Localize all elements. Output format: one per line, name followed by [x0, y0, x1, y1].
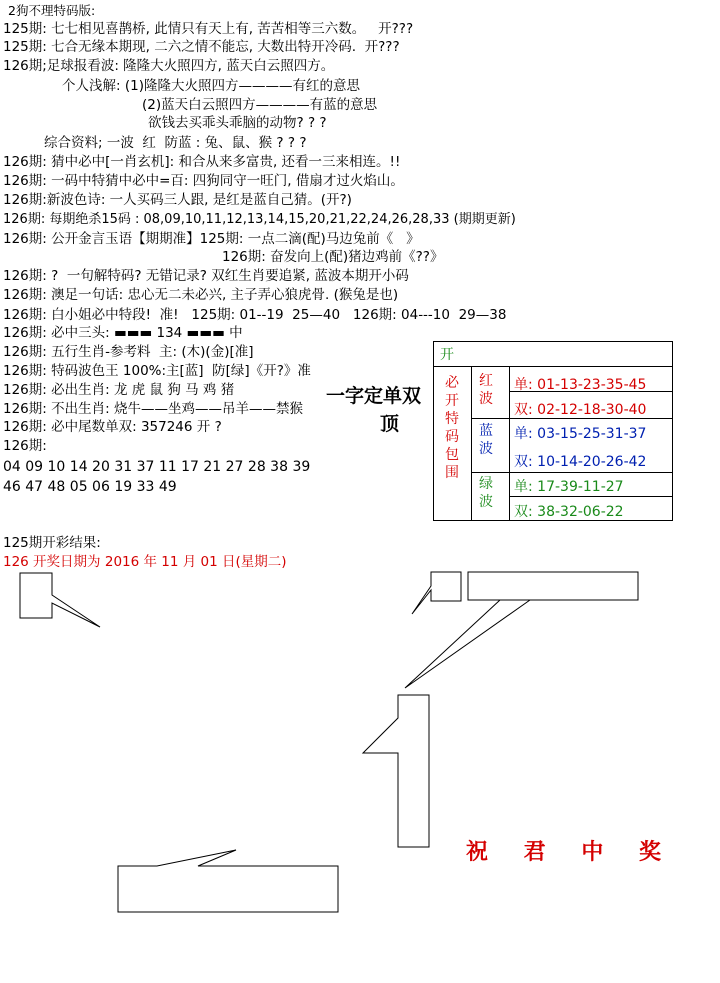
text-line: 综合资料; 一波 红 防蓝 : 兔、鼠、猴 ? ? ?: [44, 135, 307, 151]
green-double: 双: 38-32-06-22: [514, 504, 624, 520]
green-single: 单: 17-39-11-27: [514, 479, 624, 495]
text-line: (2)蓝天白云照四方————有蓝的意思: [142, 97, 378, 113]
blue-double: 双: 10-14-20-26-42: [514, 454, 647, 470]
text-line: 126期: 白小姐必中特段! 准! 125期: 01--19 25—40 126期: 04---10 29—38: [3, 307, 507, 323]
text-line: 125期: 七七相见喜鹊桥, 此情只有天上有, 苦苦相等三六数。 开???: [3, 21, 414, 37]
callout-arrow: [405, 600, 530, 688]
blue-single: 单: 03-15-25-31-37: [514, 426, 647, 442]
wave-name-blue: 蓝波: [479, 423, 493, 457]
page-title: 2狗不理特码版:: [8, 3, 96, 18]
text-line: 126期: 公开金言玉语【期期准】125期: 一点二滴(配)马边兔前《 》: [3, 231, 420, 247]
text-line: 126期: ? 一句解特码? 无错记录? 双红生肖要追紧, 蓝波本期开小码: [3, 268, 409, 284]
text-line: 126期:: [3, 438, 47, 454]
callout-shape-small: [412, 572, 461, 614]
callout-box-bottom: [118, 850, 338, 912]
number-one-shape: [363, 695, 429, 847]
result-heading: 125期开彩结果:: [3, 535, 101, 551]
text-line: 126期: 一码中特猜中必中=百: 四狗同守一旺门, 借扇才过火焰山。: [3, 173, 404, 189]
text-line: 126期: 猜中必中[一肖玄机]: 和合从来多富贵, 还看一三来相连。!!: [3, 154, 401, 170]
text-line: 126期: 奋发向上(配)猪边鸡前《??》: [222, 249, 444, 265]
text-line: 126期:新波色诗: 一人买码三人跟, 是红是蓝自己猜。(开?): [3, 192, 352, 208]
box-side-label: 必开特码包围: [445, 375, 459, 481]
text-line: 126期: 必出生肖: 龙 虎 鼠 狗 马 鸡 猪: [3, 382, 235, 398]
text-line: 126期: 每期绝杀15码 : 08,09,10,11,12,13,14,15,20,21,22,24,26,28,33 (期期更新): [3, 212, 516, 227]
box-title: 开: [440, 347, 454, 363]
wave-name-green: 绿波: [479, 476, 493, 510]
text-line: 欲钱去买乖头乖脑的动物? ? ?: [148, 115, 327, 131]
red-single: 单: 01-13-23-35-45: [514, 377, 647, 393]
stamp-text-2: 顶: [380, 413, 400, 435]
number-row: 04 09 10 14 20 31 37 11 17 21 27 28 38 39: [3, 459, 311, 475]
draw-date: 126 开奖日期为 2016 年 11 月 01 日(星期二): [3, 554, 287, 570]
bless-text: 祝 君 中 奖: [466, 840, 675, 865]
stamp-text: 一字定单双: [326, 385, 422, 407]
text-line: 125期: 七合无缘本期现, 二六之情不能忘, 大数出特开冷码. 开???: [3, 39, 400, 55]
text-line: 126期: 必中三头: ▬▬▬ 134 ▬▬▬ 中: [3, 325, 243, 341]
text-line: 126期: 五行生肖-参考料 主: (木)(金)[准]: [3, 344, 254, 360]
text-line: 126期: 特码波色王 100%:主[蓝] 防[绿]《开?》准: [3, 363, 311, 379]
callout-shape-left: [20, 573, 100, 627]
text-line: 126期: 必中尾数单双: 357246 开 ?: [3, 419, 222, 435]
number-row: 46 47 48 05 06 19 33 49: [3, 479, 177, 495]
red-double: 双: 02-12-18-30-40: [514, 402, 647, 418]
text-line: 个人浅解: (1)隆隆大火照四方————有红的意思: [62, 78, 360, 94]
wave-color-box: [433, 341, 673, 521]
callout-box-right: [468, 572, 638, 600]
wave-name-red: 红波: [479, 373, 493, 407]
text-line: 126期: 澳足一句话: 忠心无二未必兴, 主子弄心狼虎骨. (猴兔是也): [3, 287, 399, 303]
text-line: 126期: 不出生肖: 烧牛——坐鸡——吊羊——禁猴: [3, 401, 303, 417]
text-line: 126期;足球报看波: 隆隆大火照四方, 蓝天白云照四方。: [3, 58, 335, 74]
